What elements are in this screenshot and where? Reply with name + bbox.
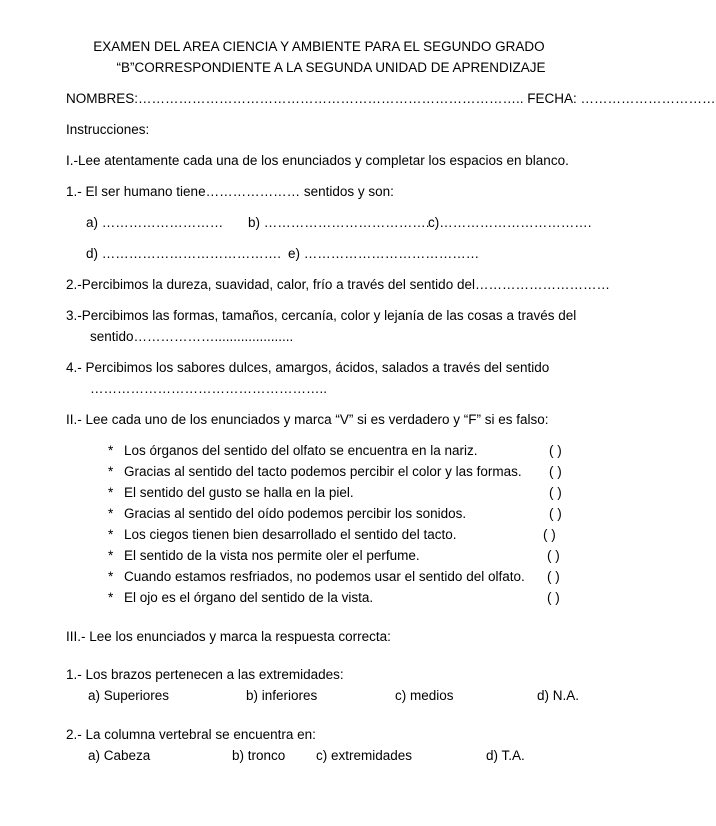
bullet-marker: * [108,548,114,563]
mc1-option-a[interactable]: a) Superiores [88,688,170,703]
question-2: 2.-Percibimos la dureza, suavidad, calor, frío a través del sentido del………………………… [66,277,610,292]
names-date-field: NOMBRES:………………………………………………………………………….. FECHA: ………………………… [66,91,716,106]
answer-parentheses[interactable]: ( ) [549,485,562,500]
question-1: 1.- El ser humano tiene………………… sentidos y son: [66,184,394,199]
instructions-heading: Instrucciones: [66,122,150,137]
question-1-option-e: e) ………………………………… [288,246,480,261]
statement-text: Los ciegos tienen bien desarrollado el sentido del tacto. [124,527,457,542]
exam-title-line-2: “B”CORRESPONDIENTE A LA SEGUNDA UNIDAD DE APRENDIZAJE [116,60,546,75]
bullet-marker: * [108,506,114,521]
answer-parentheses[interactable]: ( ) [549,443,562,458]
bullet-marker: * [108,527,114,542]
question-1-option-d: d) …………………………………. [86,246,282,261]
statement-text: El sentido del gusto se halla en la piel. [124,485,354,500]
bullet-marker: * [108,464,114,479]
statement-text: Los órganos del sentido del olfato se encuentra en la nariz. [124,443,478,458]
answer-parentheses[interactable]: ( ) [543,527,556,542]
question-4-line-2: …………………………………………….. [90,381,328,396]
question-1-option-b: b) ………………………………. [248,215,430,230]
section-2-heading: II.- Lee cada uno de los enunciados y marca “V” si es verdadero y “F” si es falso: [66,412,549,427]
bullet-marker: * [108,590,114,605]
bullet-marker: * [108,569,114,584]
mc1-option-b[interactable]: b) inferiores [246,688,318,703]
statement-text: Cuando estamos resfriados, no podemos usar el sentido del olfato. [124,569,525,584]
statement-text: El sentido de la vista nos permite oler el perfume. [124,548,420,563]
statement-text: El ojo es el órgano del sentido de la vista. [124,590,374,605]
question-1-option-c: c)……………………………. [428,215,592,230]
answer-parentheses[interactable]: ( ) [547,548,560,563]
question-1-option-a: a) ……………………… [86,215,224,230]
mc2-option-a[interactable]: a) Cabeza [88,748,151,763]
exam-title-line-1: EXAMEN DEL AREA CIENCIA Y AMBIENTE PARA EL SEGUNDO GRADO [93,39,545,54]
mc2-option-d[interactable]: d) T.A. [486,748,525,763]
statement-text: Gracias al sentido del oído podemos percibir los sonidos. [124,506,467,521]
multiple-choice-2: 2.- La columna vertebral se encuentra en: [66,727,316,742]
multiple-choice-1: 1.- Los brazos pertenecen a las extremidades: [66,667,344,682]
statement-text: Gracias al sentido del tacto podemos percibir el color y las formas. [124,464,522,479]
section-3-heading: III.- Lee los enunciados y marca la respuesta correcta: [66,629,391,644]
mc1-option-c[interactable]: c) medios [395,688,454,703]
section-1-heading: I.-Lee atentamente cada una de los enunciados y completar los espacios en blanco. [66,153,569,168]
mc2-option-c[interactable]: c) extremidades [316,748,413,763]
answer-parentheses[interactable]: ( ) [547,569,560,584]
answer-parentheses[interactable]: ( ) [549,506,562,521]
question-3-line-2: sentido………………..................... [90,329,294,344]
answer-parentheses[interactable]: ( ) [547,590,560,605]
mc2-option-b[interactable]: b) tronco [232,748,286,763]
bullet-marker: * [108,443,114,458]
question-3-line-1: 3.-Percibimos las formas, tamaños, cercanía, color y lejanía de las cosas a través del [66,308,577,323]
answer-parentheses[interactable]: ( ) [549,464,562,479]
bullet-marker: * [108,485,114,500]
mc1-option-d[interactable]: d) N.A. [537,688,580,703]
question-4-line-1: 4.- Percibimos los sabores dulces, amargos, ácidos, salados a través del sentido [66,360,550,375]
